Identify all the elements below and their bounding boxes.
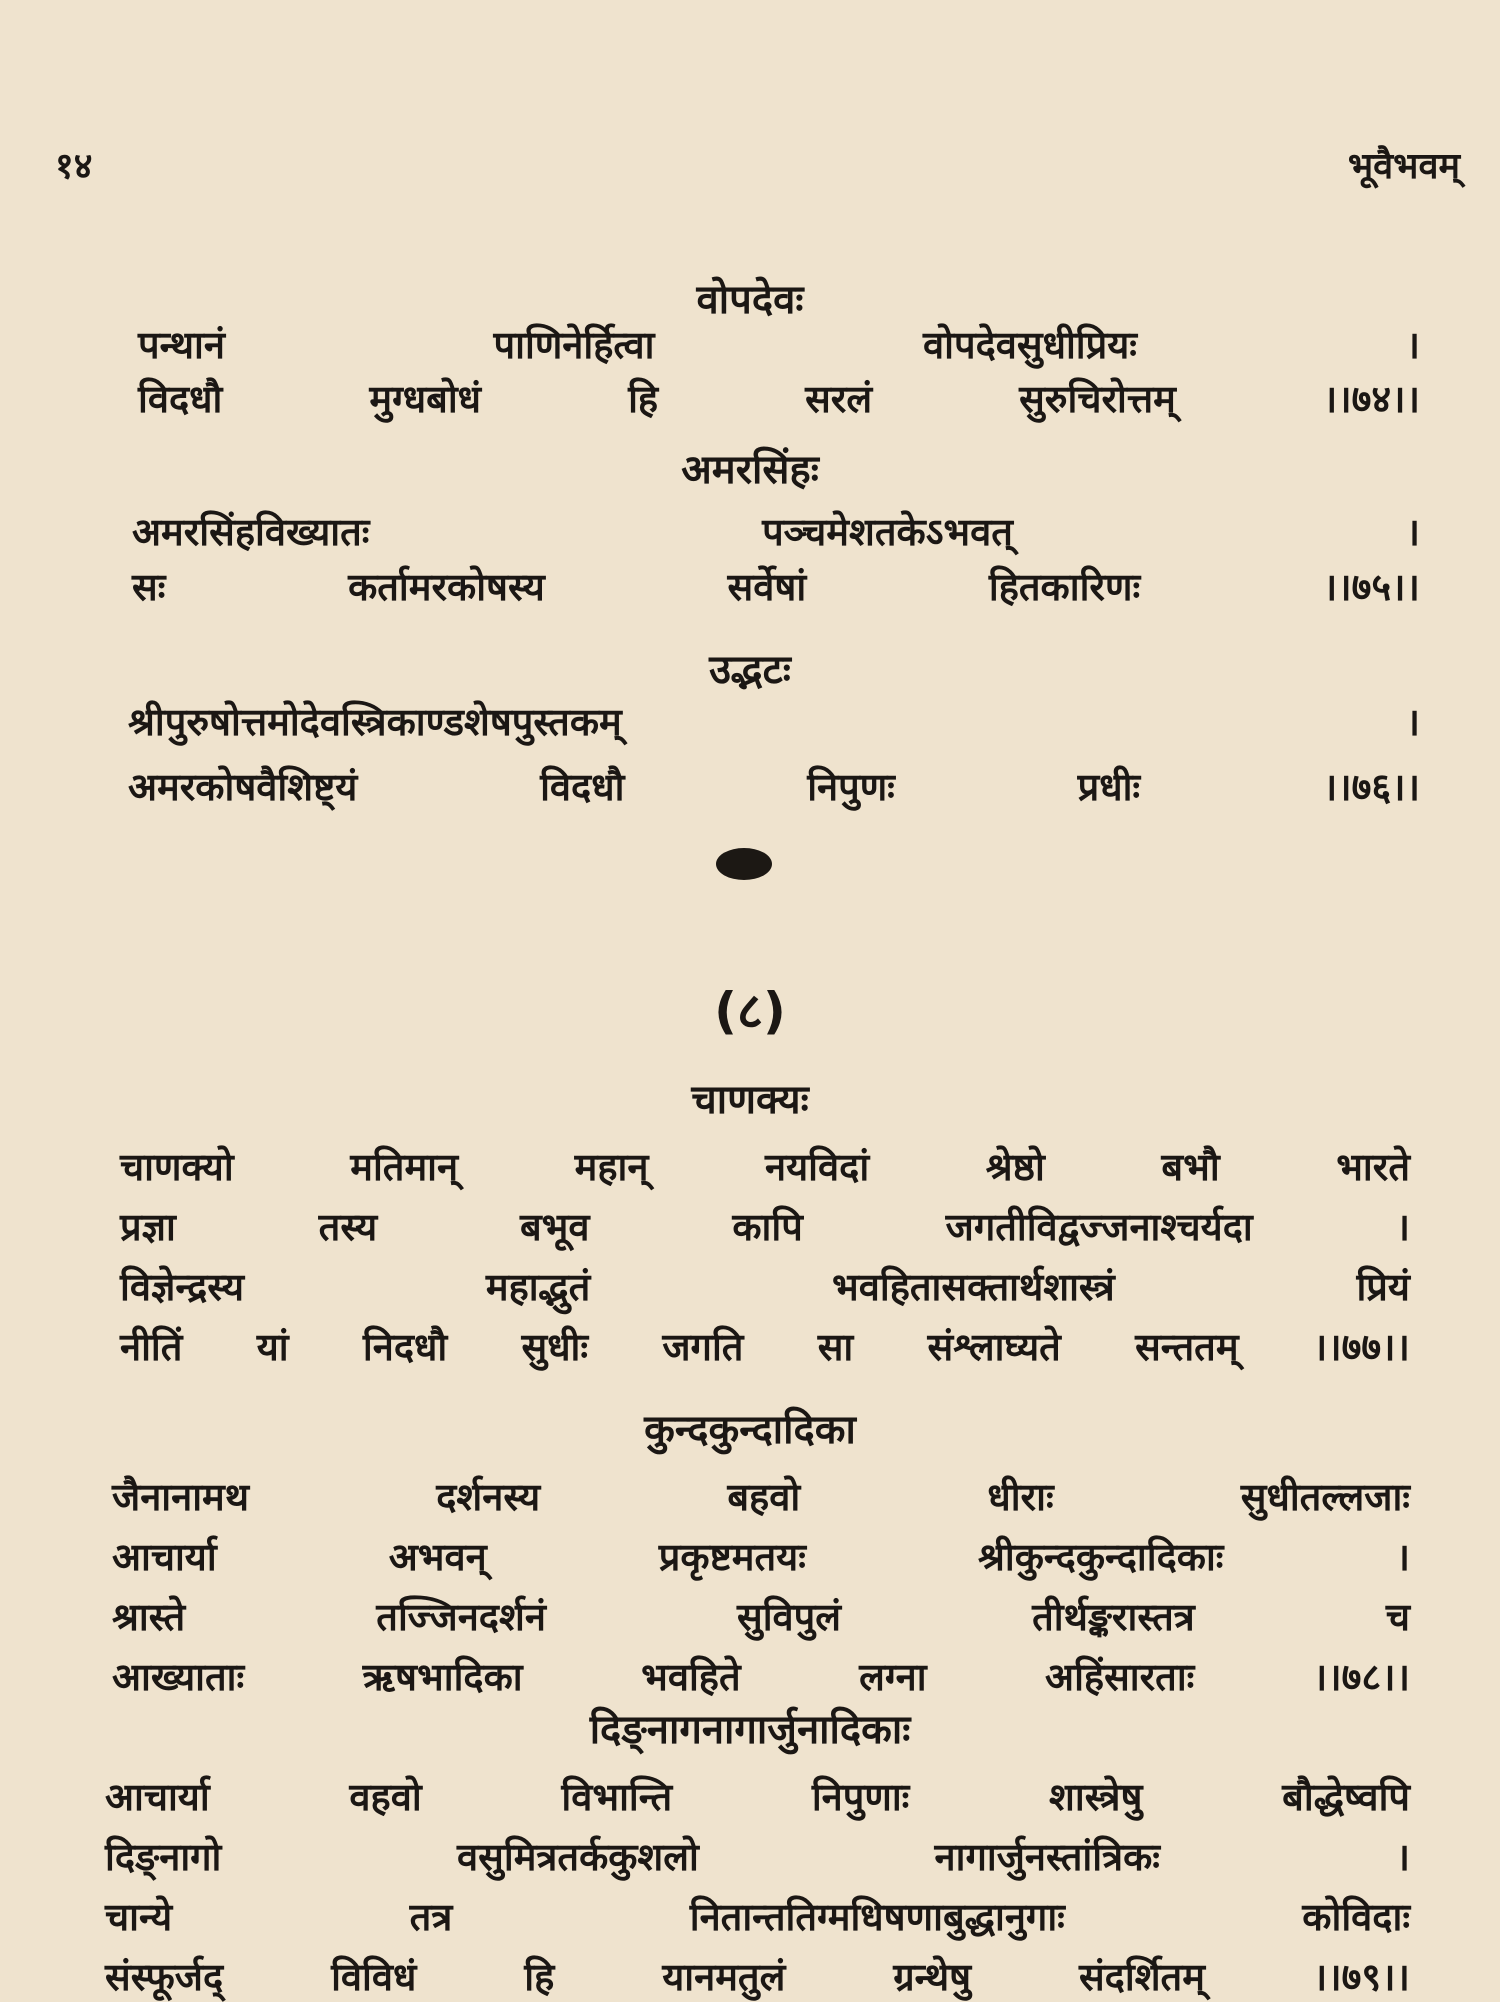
- verse-word: निदधौ: [362, 1325, 448, 1369]
- verse-word: चान्ये: [105, 1895, 173, 1939]
- verse-word: हि: [628, 377, 659, 421]
- verse-word: संदर्शितम्: [1078, 1955, 1205, 1999]
- verse-word: ।।७७।।: [1312, 1325, 1410, 1369]
- verse-word: दर्शनस्य: [436, 1475, 541, 1519]
- verse-word: निपुणः: [807, 765, 895, 809]
- verse-word: नितान्ततिग्मधिषणाबुद्धानुगाः: [689, 1895, 1065, 1939]
- verse-word: आचार्या: [105, 1775, 210, 1819]
- verse-word: निपुणाः: [811, 1775, 910, 1819]
- verse-word: भवहिते: [641, 1655, 741, 1699]
- verse-word: नागार्जुनस्तांत्रिकः: [934, 1835, 1160, 1879]
- verse-word: अमरसिंहविख्यातः: [132, 510, 370, 554]
- verse-line: [120, 1260, 1410, 1312]
- verse-word: पन्थानं: [138, 323, 225, 367]
- verse-line: [105, 1770, 1410, 1822]
- verse-word: संस्फूर्जद्: [105, 1955, 224, 1999]
- verse-word: प्रियं: [1356, 1265, 1410, 1309]
- verse-word: सुरुचिरोत्तम्: [1019, 377, 1176, 421]
- verse-word: विभान्ति: [561, 1775, 673, 1819]
- verse-word: तीर्थङ्करास्तत्र: [1032, 1595, 1195, 1639]
- verse-word: बभौ: [1161, 1145, 1220, 1189]
- verse-word: जैनानामथ: [112, 1475, 250, 1519]
- verse-word: मतिमान्: [350, 1145, 459, 1189]
- verse-word: कर्तामरकोषस्य: [348, 565, 545, 609]
- verse-word: विविधं: [331, 1955, 417, 1999]
- verse-word: वहवो: [349, 1775, 422, 1819]
- verse-word: पाणिनेर्हित्वा: [493, 323, 655, 367]
- verse-word: बभूव: [519, 1205, 590, 1249]
- verse-word: वसुमित्रतर्ककुशलो: [457, 1835, 699, 1879]
- verse-heading: चाणक्यः: [691, 1077, 809, 1123]
- verse-line: [132, 505, 1420, 557]
- verse-word: हि: [524, 1955, 555, 1999]
- verse-word: सुधीतल्लजाः: [1240, 1475, 1410, 1519]
- verse-word: विदधौ: [138, 377, 223, 421]
- verse-word: यां: [256, 1325, 289, 1369]
- verse-word: भवहितासक्तार्थशास्त्रं: [832, 1265, 1115, 1309]
- verse-line: [120, 1200, 1410, 1252]
- verse-word: बहवो: [727, 1475, 801, 1519]
- verse-word: श्रास्ते: [112, 1595, 186, 1639]
- verse-line: [105, 1830, 1410, 1882]
- verse-word: विज्ञेन्द्रस्य: [120, 1265, 245, 1309]
- chapter-marker: (८): [714, 982, 786, 1040]
- verse-line: [120, 1320, 1410, 1372]
- verse-heading: दिङ्नागनागार्जुनादिकाः: [589, 1707, 911, 1753]
- verse-word: तत्र: [409, 1895, 453, 1939]
- verse-word: सरलं: [805, 377, 873, 421]
- verse-line: [128, 760, 1420, 812]
- verse-word: वोपदेवसुधीप्रियः: [923, 323, 1137, 367]
- verse-word: जगति: [662, 1325, 744, 1369]
- verse-word: श्रीपुरुषोत्तमोदेवस्त्रिकाण्डशेषपुस्तकम्: [128, 700, 622, 744]
- verse-word: श्रेष्ठो: [985, 1145, 1045, 1189]
- verse-word: सन्ततम्: [1135, 1325, 1239, 1369]
- verse-line: [112, 1590, 1410, 1642]
- verse-line: [120, 1140, 1410, 1192]
- verse-word: सुधीः: [521, 1325, 589, 1369]
- verse-word: संश्लाघ्यते: [927, 1325, 1061, 1369]
- verse-word: महाद्भुतं: [485, 1265, 591, 1309]
- verse-word: जगतीविद्वज्जनाश्चर्यदा: [945, 1205, 1253, 1249]
- verse-line: [138, 318, 1420, 370]
- verse-line: [112, 1650, 1410, 1702]
- verse-line: [132, 560, 1420, 612]
- verse-word: ।।७९।।: [1312, 1955, 1410, 1999]
- verse-word: सा: [817, 1325, 854, 1369]
- verse-word: आचार्या: [112, 1535, 217, 1579]
- verse-word: ।।७५।।: [1322, 565, 1420, 609]
- verse-word: ऋषभादिका: [362, 1655, 523, 1699]
- verse-word: ।।७८।।: [1312, 1655, 1410, 1699]
- verse-word: अहिंसारताः: [1045, 1655, 1195, 1699]
- verse-heading: कुन्दकुन्दादिका: [644, 1407, 856, 1453]
- verse-word: प्रज्ञा: [120, 1205, 176, 1249]
- verse-word: ग्रन्थेषु: [893, 1955, 972, 1999]
- verse-word: अमरकोषवैशिष्ट्यं: [128, 765, 358, 809]
- verse-word: चाणक्यो: [120, 1145, 234, 1189]
- verse-word: बौद्धेष्वपि: [1282, 1775, 1410, 1819]
- verse-word: अभवन्: [388, 1535, 487, 1579]
- verse-word: धीराः: [987, 1475, 1054, 1519]
- page-header: [55, 140, 1460, 200]
- verse-word: भारते: [1336, 1145, 1410, 1189]
- verse-word: महान्: [574, 1145, 649, 1189]
- verse-word: लग्ना: [859, 1655, 927, 1699]
- verse-word: प्रधीः: [1077, 765, 1141, 809]
- verse-word: सर्वेषां: [727, 565, 807, 609]
- verse-word: ।: [1405, 510, 1420, 554]
- verse-word: कापि: [732, 1205, 803, 1249]
- section-divider-ornament: [716, 848, 772, 880]
- verse-word: ।।७४।।: [1322, 377, 1420, 421]
- verse-word: ।: [1405, 323, 1420, 367]
- verse-line: [112, 1530, 1410, 1582]
- verse-word: मुग्धबोधं: [369, 377, 482, 421]
- verse-word: नयविदां: [765, 1145, 870, 1189]
- verse-line: [105, 1890, 1410, 1942]
- verse-word: हितकारिणः: [988, 565, 1141, 609]
- verse-word: सः: [132, 565, 166, 609]
- verse-word: श्रीकुन्दकुन्दादिकाः: [977, 1535, 1224, 1579]
- verse-heading: अमरसिंहः: [681, 447, 819, 493]
- verse-word: तस्य: [318, 1205, 378, 1249]
- verse-line: [105, 1950, 1410, 2002]
- verse-word: शास्त्रेषु: [1049, 1775, 1143, 1819]
- verse-word: दिङ्नागो: [105, 1835, 222, 1879]
- verse-word: प्रकृष्टमतयः: [658, 1535, 806, 1579]
- page-number: १४: [55, 146, 93, 187]
- verse-word: तज्जिनदर्शनं: [376, 1595, 546, 1639]
- verse-line: [138, 372, 1420, 424]
- verse-word: पञ्चमेशतकेऽभवत्: [762, 510, 1013, 554]
- verse-word: ।: [1395, 1205, 1410, 1249]
- verse-word: नीतिं: [120, 1325, 183, 1369]
- verse-heading: उद्भटः: [709, 647, 791, 693]
- verse-word: कोविदाः: [1302, 1895, 1410, 1939]
- verse-word: सुविपुलं: [737, 1595, 842, 1639]
- verse-word: च: [1385, 1595, 1410, 1639]
- verse-word: ।: [1405, 700, 1420, 744]
- verse-word: आख्याताः: [112, 1655, 245, 1699]
- verse-line: [128, 695, 1420, 747]
- running-title: भूवैभवम्: [1347, 146, 1460, 187]
- verse-heading: वोपदेवः: [696, 277, 804, 323]
- verse-line: [112, 1470, 1410, 1522]
- verse-word: ।: [1395, 1835, 1410, 1879]
- verse-word: यानमतुलं: [662, 1955, 786, 1999]
- verse-word: ।।७६।।: [1322, 765, 1420, 809]
- verse-word: ।: [1395, 1535, 1410, 1579]
- verse-word: विदधौ: [540, 765, 625, 809]
